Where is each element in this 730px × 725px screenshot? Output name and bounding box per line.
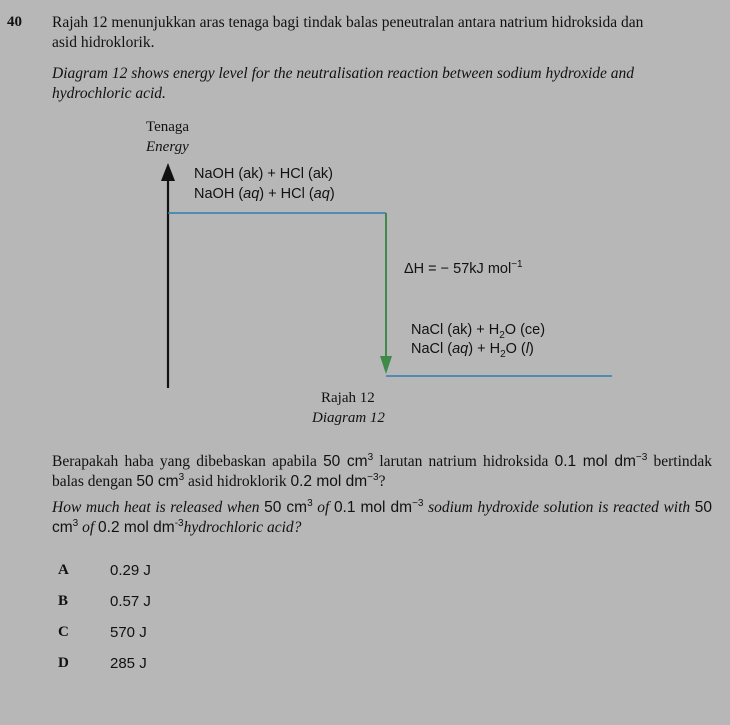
stem-malay-line1: Rajah 12 menunjukkan aras tenaga bagi tindak balas peneutralan antara natrium hidroksida dan xyxy=(52,14,644,31)
energy-axis-arrowhead xyxy=(161,163,175,181)
stem-english: Diagram 12 shows energy level for the neutralisation reaction between sodium hydroxide and hydrochloric acid. xyxy=(52,65,635,102)
ask-malay: Berapakah haba yang dibebaskan apabila 50 $cm^3$ larutan natrium hidroksida 0.1 mol $dm^{-3}$ bertindak balas dengan 50 $cm^3$ asid hidroklorik 0.2 mol $dm^{-3}$? xyxy=(52,451,713,490)
reactants-english: NaOH (aq) + HCl (aq) xyxy=(194,186,335,202)
option-b-letter[interactable]: B xyxy=(58,593,69,609)
delta-h-label: ΔH = − 57kJ mol$^{-1}$ xyxy=(404,259,523,277)
axis-label-english: Energy xyxy=(146,139,189,155)
caption-english: Diagram 12 xyxy=(312,410,385,426)
delta-h-arrowhead xyxy=(380,356,392,374)
question-number: 40 xyxy=(7,14,22,30)
caption-malay: Rajah 12 xyxy=(321,390,375,406)
option-a-text[interactable]: 0.29 J xyxy=(110,562,151,579)
option-c-text[interactable]: 570 J xyxy=(110,624,147,641)
products-english: NaCl $(aq) + H_2O$ (l) xyxy=(411,341,534,360)
option-b-text[interactable]: 0.57 J xyxy=(110,593,151,610)
option-d-text[interactable]: 285 J xyxy=(110,655,147,672)
axis-label-malay: Tenaga xyxy=(146,119,190,135)
option-a-letter[interactable]: A xyxy=(58,562,69,578)
option-c-letter[interactable]: C xyxy=(58,624,69,640)
reactants-malay: NaOH (ak) + HCl (ak) xyxy=(194,166,333,182)
ask-english: How much heat is released when 50 $cm^3$ of 0.1 mol $dm^{-3}$ sodium hydroxide solution is reacted with 50 $cm^3$ of 0.2 mol $dm^{-3}hydrochloric$ acid? xyxy=(52,497,713,536)
products-malay: NaCl $(ak) + H_2O$ (ce) xyxy=(411,322,546,341)
stem-malay-line2: asid hidroklorik. xyxy=(52,34,155,51)
option-d-letter[interactable]: D xyxy=(58,655,69,671)
